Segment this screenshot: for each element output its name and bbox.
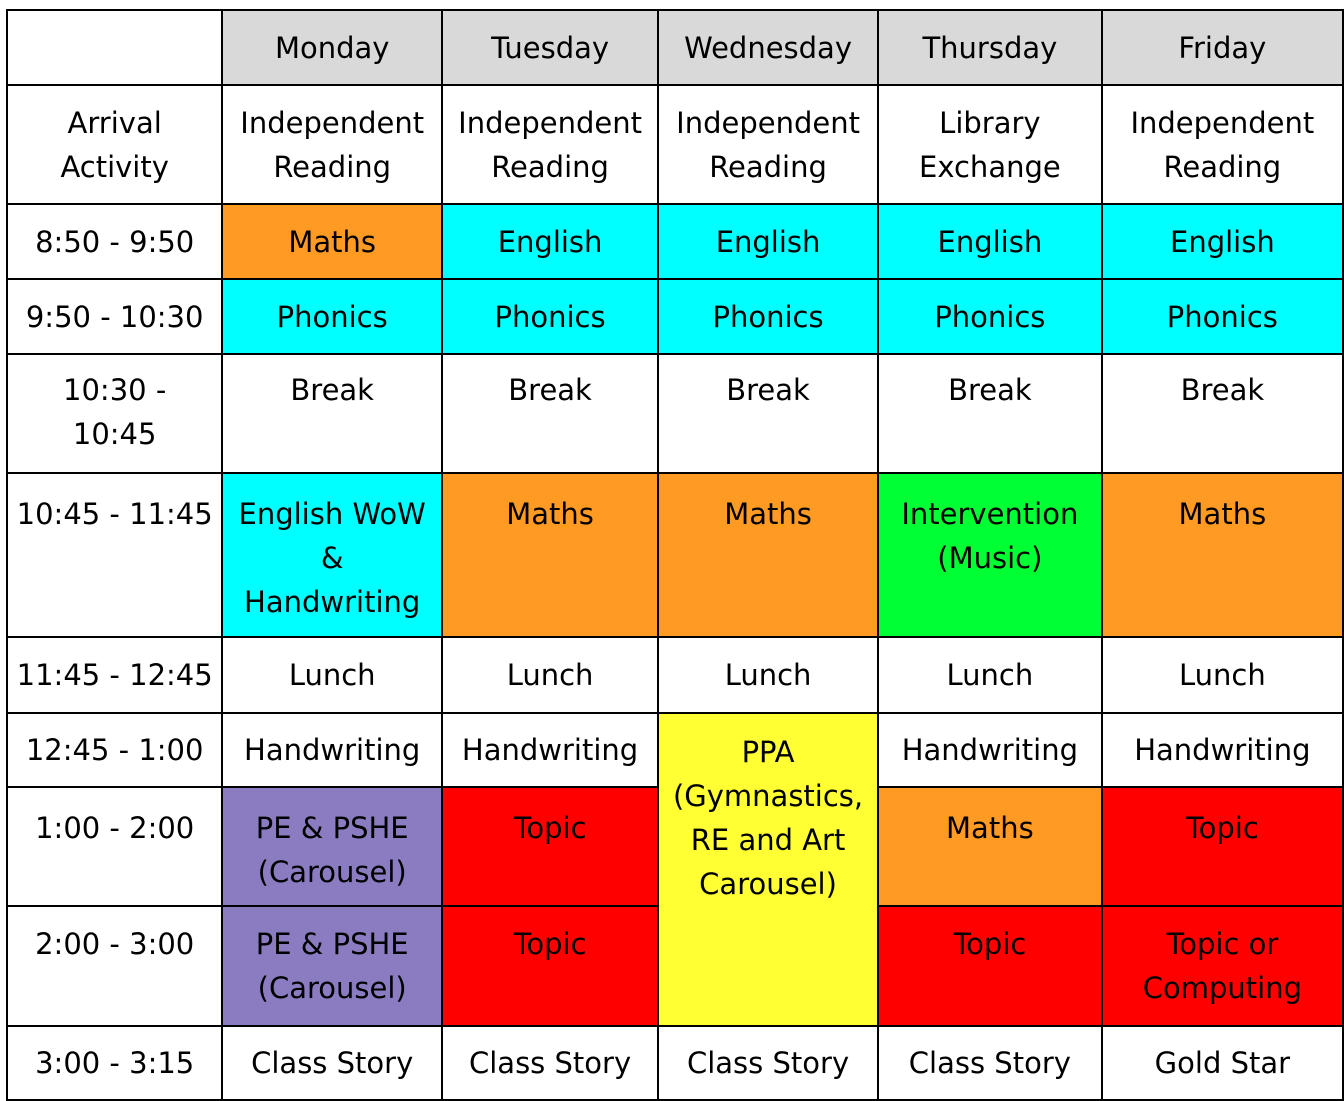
lesson-cell: Library Exchange <box>878 85 1102 204</box>
time-cell: 3:00 - 3:15 <box>7 1026 222 1100</box>
table-row <box>7 354 1343 473</box>
lesson-cell: English <box>442 204 658 279</box>
lesson-cell: Lunch <box>658 637 878 713</box>
day-header-monday: Monday <box>222 10 442 85</box>
lesson-cell: Topic <box>878 906 1102 1026</box>
time-cell: 2:00 - 3:00 <box>7 906 222 1026</box>
lesson-cell: English <box>878 204 1102 279</box>
lesson-cell: Maths <box>1102 473 1343 637</box>
lesson-cell: Handwriting <box>222 713 442 787</box>
corner-cell <box>7 10 222 85</box>
lesson-cell: Class Story <box>222 1026 442 1100</box>
lesson-cell: Maths <box>878 787 1102 906</box>
lesson-cell: Class Story <box>442 1026 658 1100</box>
day-header-thursday: Thursday <box>878 10 1102 85</box>
lesson-cell: Break <box>878 354 1102 473</box>
lesson-cell: Phonics <box>658 279 878 354</box>
lesson-cell: Topic or Computing <box>1102 906 1343 1026</box>
lesson-cell: Lunch <box>442 637 658 713</box>
lesson-cell: Topic <box>442 787 658 906</box>
lesson-cell: Class Story <box>658 1026 878 1100</box>
lesson-cell: Topic <box>1102 787 1343 906</box>
lesson-cell: English <box>1102 204 1343 279</box>
weekly-timetable <box>6 9 1344 1101</box>
lesson-cell: Phonics <box>222 279 442 354</box>
lesson-cell: Phonics <box>1102 279 1343 354</box>
lesson-cell: Independent Reading <box>222 85 442 204</box>
lesson-cell-ppa: PPA (Gymnastics, RE and Art Carousel) <box>658 713 878 1026</box>
lesson-cell: PE & PSHE (Carousel) <box>222 787 442 906</box>
lesson-cell: Lunch <box>222 637 442 713</box>
lesson-cell: Gold Star <box>1102 1026 1343 1100</box>
lesson-cell: Independent Reading <box>442 85 658 204</box>
lesson-cell: Handwriting <box>1102 713 1343 787</box>
lesson-cell: Phonics <box>878 279 1102 354</box>
lesson-cell: Intervention (Music) <box>878 473 1102 637</box>
lesson-cell: Handwriting <box>878 713 1102 787</box>
lesson-cell: Break <box>442 354 658 473</box>
lesson-cell: PE & PSHE (Carousel) <box>222 906 442 1026</box>
day-header-tuesday: Tuesday <box>442 10 658 85</box>
lesson-cell: Maths <box>222 204 442 279</box>
table-row <box>7 713 1343 787</box>
lesson-cell: English <box>658 204 878 279</box>
time-cell: 12:45 - 1:00 <box>7 713 222 787</box>
time-cell: 10:30 - 10:45 <box>7 354 222 473</box>
lesson-cell: Maths <box>658 473 878 637</box>
time-cell: 1:00 - 2:00 <box>7 787 222 906</box>
time-cell: 11:45 - 12:45 <box>7 637 222 713</box>
lesson-cell: English WoW & Handwriting <box>222 473 442 637</box>
table-row <box>7 1026 1343 1100</box>
lesson-cell: Handwriting <box>442 713 658 787</box>
lesson-cell: Break <box>222 354 442 473</box>
lesson-cell: Lunch <box>1102 637 1343 713</box>
time-cell: 9:50 - 10:30 <box>7 279 222 354</box>
lesson-cell: Independent Reading <box>658 85 878 204</box>
lesson-cell: Maths <box>442 473 658 637</box>
table-row <box>7 204 1343 279</box>
lesson-cell: Independent Reading <box>1102 85 1343 204</box>
lesson-cell: Phonics <box>442 279 658 354</box>
table-row <box>7 85 1343 204</box>
lesson-cell: Topic <box>442 906 658 1026</box>
lesson-cell: Break <box>658 354 878 473</box>
table-row <box>7 473 1343 637</box>
day-header-wednesday: Wednesday <box>658 10 878 85</box>
time-cell: 10:45 - 11:45 <box>7 473 222 637</box>
table-row <box>7 637 1343 713</box>
lesson-cell: Break <box>1102 354 1343 473</box>
day-header-friday: Friday <box>1102 10 1343 85</box>
time-cell: Arrival Activity <box>7 85 222 204</box>
lesson-cell: Class Story <box>878 1026 1102 1100</box>
table-row <box>7 279 1343 354</box>
time-cell: 8:50 - 9:50 <box>7 204 222 279</box>
lesson-cell: Lunch <box>878 637 1102 713</box>
header-row <box>7 10 1343 85</box>
